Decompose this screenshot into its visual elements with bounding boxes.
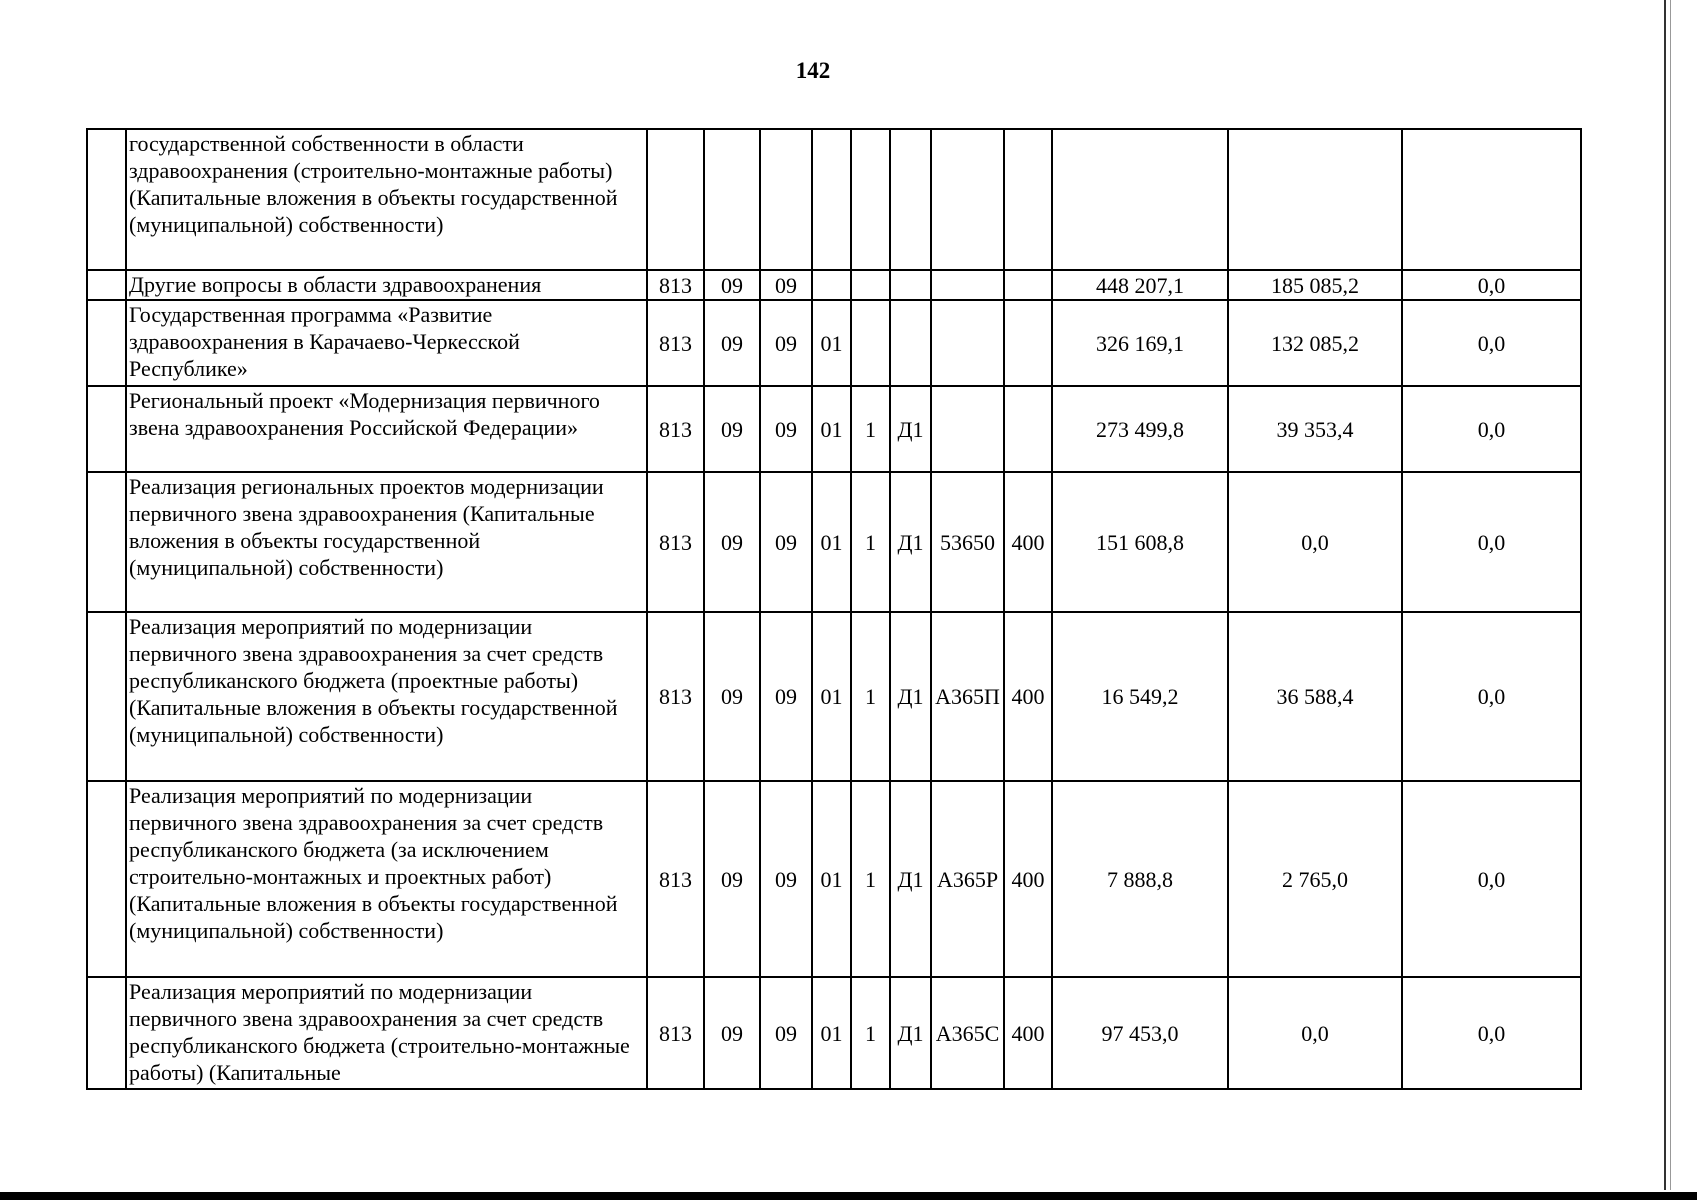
sum-year-3-cell: 0,0 bbox=[1402, 612, 1581, 781]
code-project-cell bbox=[890, 300, 931, 386]
code-subprogram-cell: 1 bbox=[851, 977, 890, 1089]
sum-year-1-cell: 151 608,8 bbox=[1052, 472, 1228, 612]
code-direction-cell: А365П bbox=[931, 612, 1004, 781]
sum-year-2-cell: 132 085,2 bbox=[1228, 300, 1402, 386]
code-subsection-cell bbox=[760, 129, 812, 270]
code-program-cell: 01 bbox=[812, 977, 851, 1089]
code-subprogram-cell bbox=[851, 270, 890, 300]
code-expense-type-cell bbox=[1004, 300, 1052, 386]
code-direction-cell bbox=[931, 129, 1004, 270]
row-number-cell bbox=[87, 129, 126, 270]
item-name-cell: Другие вопросы в области здравоохранения bbox=[126, 270, 647, 300]
code-project-cell: Д1 bbox=[890, 386, 931, 472]
sum-year-3-cell: 0,0 bbox=[1402, 270, 1581, 300]
code-subsection-cell: 09 bbox=[760, 781, 812, 977]
code-project-cell bbox=[890, 129, 931, 270]
sum-year-2-cell: 36 588,4 bbox=[1228, 612, 1402, 781]
table-row bbox=[87, 270, 1581, 300]
sum-year-1-cell bbox=[1052, 129, 1228, 270]
table-row bbox=[87, 612, 1581, 781]
row-number-cell bbox=[87, 300, 126, 386]
code-grbs-cell: 813 bbox=[647, 472, 704, 612]
code-section-cell: 09 bbox=[704, 386, 760, 472]
sum-year-2-cell: 185 085,2 bbox=[1228, 270, 1402, 300]
code-section-cell: 09 bbox=[704, 977, 760, 1089]
sum-year-1-cell: 97 453,0 bbox=[1052, 977, 1228, 1089]
code-grbs-cell: 813 bbox=[647, 386, 704, 472]
item-name-cell: государственной собственности в области здравоохранения (строительно-монтажные работы) (Капитальные вложения в объекты государственной (муниципальной) собственности) bbox=[126, 129, 647, 270]
budget-table bbox=[86, 128, 1582, 1090]
code-section-cell: 09 bbox=[704, 781, 760, 977]
sum-year-1-cell: 273 499,8 bbox=[1052, 386, 1228, 472]
code-program-cell: 01 bbox=[812, 781, 851, 977]
code-grbs-cell: 813 bbox=[647, 977, 704, 1089]
item-name-cell: Реализация мероприятий по модернизации первичного звена здравоохранения за счет средств республиканского бюджета (за исключением строительно-монтажных и проектных работ) (Капитальные вложения в объекты государственной (муниципальной) собственности) bbox=[126, 781, 647, 977]
code-subsection-cell: 09 bbox=[760, 612, 812, 781]
scan-edge-line-thin bbox=[1670, 0, 1671, 1190]
code-subsection-cell: 09 bbox=[760, 270, 812, 300]
table-row bbox=[87, 300, 1581, 386]
code-direction-cell bbox=[931, 300, 1004, 386]
code-grbs-cell: 813 bbox=[647, 300, 704, 386]
item-name-cell: Региональный проект «Модернизация первичного звена здравоохранения Российской Федерации» bbox=[126, 386, 647, 472]
item-name-cell: Государственная программа «Развитие здравоохранения в Карачаево-Черкесской Республике» bbox=[126, 300, 647, 386]
sum-year-3-cell: 0,0 bbox=[1402, 781, 1581, 977]
code-subsection-cell: 09 bbox=[760, 977, 812, 1089]
item-name-cell: Реализация региональных проектов модернизации первичного звена здравоохранения (Капитальные вложения в объекты государственной (муниципальной) собственности) bbox=[126, 472, 647, 612]
sum-year-3-cell: 0,0 bbox=[1402, 386, 1581, 472]
sum-year-2-cell bbox=[1228, 129, 1402, 270]
code-program-cell: 01 bbox=[812, 300, 851, 386]
code-subsection-cell: 09 bbox=[760, 386, 812, 472]
code-subprogram-cell: 1 bbox=[851, 781, 890, 977]
sum-year-3-cell: 0,0 bbox=[1402, 300, 1581, 386]
code-expense-type-cell: 400 bbox=[1004, 781, 1052, 977]
table-row bbox=[87, 977, 1581, 1089]
item-name-cell: Реализация мероприятий по модернизации первичного звена здравоохранения за счет средств республиканского бюджета (проектные работы) (Капитальные вложения в объекты государственной (муниципальной) собственности) bbox=[126, 612, 647, 781]
code-subprogram-cell bbox=[851, 129, 890, 270]
code-direction-cell: А365С bbox=[931, 977, 1004, 1089]
scan-bottom-edge bbox=[0, 1192, 1697, 1200]
code-grbs-cell: 813 bbox=[647, 612, 704, 781]
sum-year-1-cell: 7 888,8 bbox=[1052, 781, 1228, 977]
code-subprogram-cell: 1 bbox=[851, 612, 890, 781]
code-program-cell: 01 bbox=[812, 386, 851, 472]
code-expense-type-cell: 400 bbox=[1004, 977, 1052, 1089]
table-row bbox=[87, 781, 1581, 977]
sum-year-2-cell: 0,0 bbox=[1228, 472, 1402, 612]
code-grbs-cell: 813 bbox=[647, 270, 704, 300]
code-subsection-cell: 09 bbox=[760, 300, 812, 386]
code-program-cell bbox=[812, 129, 851, 270]
table-body bbox=[87, 129, 1581, 1089]
table-row bbox=[87, 386, 1581, 472]
code-section-cell: 09 bbox=[704, 270, 760, 300]
row-number-cell bbox=[87, 781, 126, 977]
table-row bbox=[87, 129, 1581, 270]
sum-year-3-cell bbox=[1402, 129, 1581, 270]
code-section-cell: 09 bbox=[704, 472, 760, 612]
row-number-cell bbox=[87, 612, 126, 781]
sum-year-1-cell: 16 549,2 bbox=[1052, 612, 1228, 781]
code-section-cell: 09 bbox=[704, 612, 760, 781]
code-project-cell bbox=[890, 270, 931, 300]
code-expense-type-cell bbox=[1004, 270, 1052, 300]
scan-edge-line bbox=[1664, 0, 1666, 1190]
code-direction-cell: 53650 bbox=[931, 472, 1004, 612]
code-program-cell: 01 bbox=[812, 472, 851, 612]
code-subprogram-cell: 1 bbox=[851, 472, 890, 612]
code-direction-cell bbox=[931, 386, 1004, 472]
code-expense-type-cell bbox=[1004, 129, 1052, 270]
code-grbs-cell bbox=[647, 129, 704, 270]
code-project-cell: Д1 bbox=[890, 612, 931, 781]
code-subsection-cell: 09 bbox=[760, 472, 812, 612]
code-section-cell bbox=[704, 129, 760, 270]
code-direction-cell: А365Р bbox=[931, 781, 1004, 977]
code-project-cell: Д1 bbox=[890, 472, 931, 612]
sum-year-2-cell: 39 353,4 bbox=[1228, 386, 1402, 472]
item-name-cell: Реализация мероприятий по модернизации первичного звена здравоохранения за счет средств республиканского бюджета (строительно-монтажные работы) (Капитальные bbox=[126, 977, 647, 1089]
row-number-cell bbox=[87, 270, 126, 300]
code-project-cell: Д1 bbox=[890, 977, 931, 1089]
sum-year-3-cell: 0,0 bbox=[1402, 977, 1581, 1089]
row-number-cell bbox=[87, 977, 126, 1089]
code-section-cell: 09 bbox=[704, 300, 760, 386]
code-expense-type-cell bbox=[1004, 386, 1052, 472]
code-subprogram-cell bbox=[851, 300, 890, 386]
code-program-cell bbox=[812, 270, 851, 300]
sum-year-1-cell: 326 169,1 bbox=[1052, 300, 1228, 386]
code-subprogram-cell: 1 bbox=[851, 386, 890, 472]
code-program-cell: 01 bbox=[812, 612, 851, 781]
page-number: 142 bbox=[795, 58, 831, 83]
table-row bbox=[87, 472, 1581, 612]
row-number-cell bbox=[87, 386, 126, 472]
code-expense-type-cell: 400 bbox=[1004, 612, 1052, 781]
sum-year-2-cell: 0,0 bbox=[1228, 977, 1402, 1089]
row-number-cell bbox=[87, 472, 126, 612]
sum-year-2-cell: 2 765,0 bbox=[1228, 781, 1402, 977]
sum-year-3-cell: 0,0 bbox=[1402, 472, 1581, 612]
code-direction-cell bbox=[931, 270, 1004, 300]
sum-year-1-cell: 448 207,1 bbox=[1052, 270, 1228, 300]
code-grbs-cell: 813 bbox=[647, 781, 704, 977]
code-project-cell: Д1 bbox=[890, 781, 931, 977]
code-expense-type-cell: 400 bbox=[1004, 472, 1052, 612]
